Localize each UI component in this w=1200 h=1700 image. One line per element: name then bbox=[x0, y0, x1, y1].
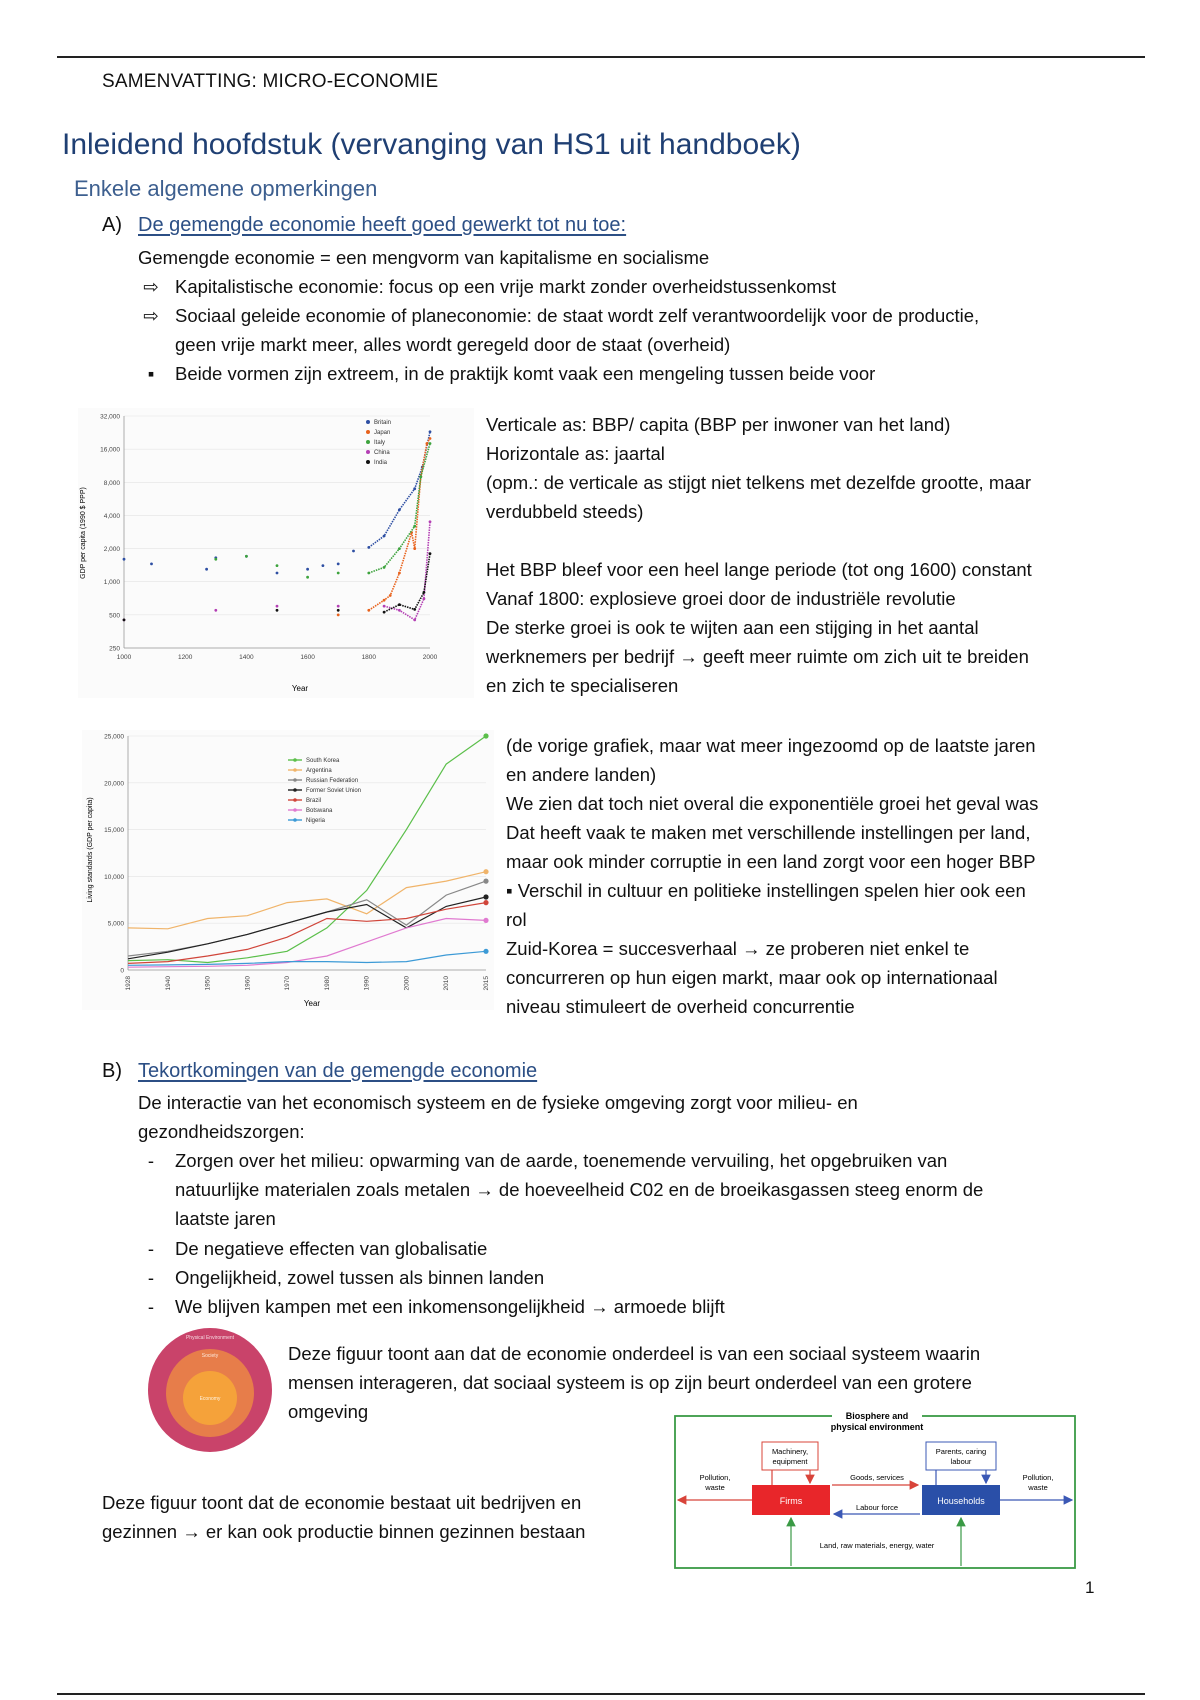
pollution-left-label: Pollution, bbox=[699, 1473, 731, 1482]
data-point bbox=[337, 572, 340, 575]
text-line: werknemers per bedrijf → geeft meer ruimte om zich uit te breiden bbox=[486, 646, 1029, 667]
data-point bbox=[367, 572, 370, 575]
legend-label: Italy bbox=[374, 440, 386, 447]
list-item bbox=[147, 359, 876, 388]
data-point bbox=[245, 555, 248, 558]
economy-label: Economy bbox=[199, 1396, 221, 1402]
dash-bullet-icon: - bbox=[147, 1150, 155, 1171]
intro-line: De interactie van het economisch systeem en de fysieke omgeving zorgt voor milieu- en bbox=[138, 1092, 858, 1113]
living-standards-chart bbox=[82, 730, 494, 1010]
data-point bbox=[413, 487, 416, 490]
text-line: maar ook minder corruptie in een land zorgt voor een hoger BBP bbox=[506, 851, 1036, 872]
x-tick-label: 1960 bbox=[244, 976, 252, 991]
endpoint-marker bbox=[483, 918, 488, 923]
legend-swatch-dot bbox=[293, 818, 297, 822]
data-point bbox=[306, 576, 309, 579]
list-item bbox=[143, 272, 837, 301]
list-item-text: Kapitalistische economie: focus op een vrije markt zonder overheidstussenkomst bbox=[175, 276, 837, 297]
pollution-right-label: waste bbox=[1028, 1483, 1048, 1492]
legend-swatch bbox=[366, 460, 370, 464]
y-tick-label: 16,000 bbox=[100, 446, 120, 454]
list-item-text: We blijven kampen met een inkomensongelijkheid → armoede blijft bbox=[175, 1296, 725, 1317]
y-tick-label: 2,000 bbox=[103, 546, 120, 554]
x-tick-label: 2010 bbox=[443, 976, 451, 991]
x-tick-label: 1800 bbox=[361, 654, 377, 661]
text-line: mensen interageren, dat sociaal systeem is op zijn beurt onderdeel van een grotere bbox=[288, 1372, 972, 1393]
legend-swatch-dot bbox=[293, 778, 297, 782]
data-point bbox=[150, 563, 153, 566]
y-tick-label: 10,000 bbox=[104, 873, 124, 881]
text-line: omgeving bbox=[288, 1401, 369, 1422]
parents-label: labour bbox=[950, 1457, 972, 1466]
legend-swatch bbox=[366, 420, 370, 424]
flow-description bbox=[102, 1488, 585, 1546]
data-point bbox=[123, 558, 126, 561]
legend-label: Nigeria bbox=[306, 818, 326, 825]
legend-label: Brazil bbox=[306, 798, 322, 805]
list-item-text: Beide vormen zijn extreem, in de praktijk komt vaak een mengeling tussen beide voor bbox=[175, 363, 876, 384]
text-line: De sterke groei is ook te wijten aan een stijging in het aantal bbox=[486, 617, 979, 638]
data-point bbox=[429, 437, 432, 440]
x-tick-label: 1400 bbox=[239, 654, 254, 661]
y-axis-label: GDP per capita (1990 $ PPP) bbox=[80, 487, 87, 579]
text-line: ▪ Verschil in cultuur en politieke instellingen spelen hier ook een bbox=[506, 880, 1026, 901]
legend-label: Russian Federation bbox=[306, 778, 359, 785]
dash-bullet-icon: - bbox=[147, 1238, 155, 1259]
data-point bbox=[419, 475, 422, 478]
data-point bbox=[276, 609, 279, 612]
x-tick-label: 1940 bbox=[164, 976, 172, 991]
legend-swatch-dot bbox=[293, 808, 297, 812]
page-number: 1 bbox=[1085, 1578, 1095, 1597]
legend-label: Former Soviet Union bbox=[306, 788, 362, 795]
section-b-title: Tekortkomingen van de gemengde economie bbox=[138, 1060, 538, 1082]
parents-label: Parents, caring bbox=[935, 1447, 987, 1456]
page-title: Inleidend hoofdstuk (vervanging van HS1 uit handboek) bbox=[62, 128, 801, 161]
data-point bbox=[398, 572, 401, 575]
households-label: Households bbox=[937, 1496, 985, 1506]
list-item bbox=[147, 1234, 488, 1263]
text-line: concurreren op hun eigen markt, maar ook op internationaal bbox=[506, 967, 998, 988]
data-point bbox=[398, 609, 401, 612]
text-line: Vanaf 1800: explosieve groei door de industriële revolutie bbox=[486, 588, 956, 609]
y-axis-label: Living standards (GDP per capita) bbox=[87, 797, 94, 903]
text-line: rol bbox=[506, 909, 527, 930]
section-a-intro: Gemengde economie = een mengvorm van kapitalisme en socialisme bbox=[138, 247, 710, 268]
data-point bbox=[337, 614, 340, 617]
top-rule bbox=[57, 56, 1145, 58]
legend-swatch-dot bbox=[293, 788, 297, 792]
text-line: (de vorige grafiek, maar wat meer ingezoomd op de laatste jaren bbox=[506, 735, 1036, 756]
text-line: We zien dat toch niet overal die exponentiële groei het geval was bbox=[506, 793, 1039, 814]
arrow-icon: ⇨ bbox=[143, 305, 159, 326]
legend-swatch bbox=[366, 430, 370, 434]
data-point bbox=[214, 609, 217, 612]
data-point bbox=[429, 430, 432, 433]
data-point bbox=[426, 442, 429, 445]
text-line: Verticale as: BBP/ capita (BBP per inwoner van het land) bbox=[486, 414, 951, 435]
data-point bbox=[383, 611, 386, 614]
legend-label: India bbox=[374, 460, 388, 467]
legend-swatch bbox=[366, 440, 370, 444]
x-tick-label: 1928 bbox=[125, 976, 132, 991]
data-point bbox=[423, 597, 426, 600]
data-point bbox=[123, 619, 126, 622]
x-tick-label: 1600 bbox=[300, 654, 315, 661]
y-tick-label: 0 bbox=[120, 967, 124, 975]
pollution-right-label: Pollution, bbox=[1022, 1473, 1054, 1482]
legend-label: Botswana bbox=[306, 808, 333, 815]
endpoint-marker bbox=[483, 869, 488, 874]
legend-label: China bbox=[374, 450, 390, 457]
data-point bbox=[413, 608, 416, 611]
data-point bbox=[352, 550, 355, 553]
arrow-icon: ⇨ bbox=[143, 276, 159, 297]
endpoint-marker bbox=[483, 949, 488, 954]
legend-swatch-dot bbox=[293, 798, 297, 802]
section-a-label: A) bbox=[102, 214, 122, 236]
data-point bbox=[389, 594, 392, 597]
y-tick-label: 8,000 bbox=[103, 479, 120, 487]
chart-background bbox=[78, 408, 474, 698]
legend-swatch bbox=[366, 450, 370, 454]
x-tick-label: 1990 bbox=[363, 976, 371, 991]
list-item bbox=[147, 1292, 725, 1321]
nested-systems-figure bbox=[146, 1326, 274, 1454]
goods-label: Goods, services bbox=[850, 1473, 904, 1482]
x-tick-label: 2000 bbox=[403, 976, 411, 991]
data-point bbox=[337, 609, 340, 612]
document-header: SAMENVATTING: MICRO-ECONOMIE bbox=[102, 71, 439, 92]
x-tick-label: 1980 bbox=[323, 976, 331, 991]
x-tick-label: 2015 bbox=[483, 976, 490, 991]
text-line: en zich te specialiseren bbox=[486, 675, 679, 696]
bottom-rule bbox=[57, 1693, 1145, 1695]
y-tick-label: 20,000 bbox=[104, 780, 124, 788]
y-tick-label: 15,000 bbox=[104, 827, 124, 835]
chart-background bbox=[82, 730, 494, 1010]
data-point bbox=[367, 609, 370, 612]
legend-label: Argentina bbox=[306, 768, 332, 775]
data-point bbox=[276, 605, 279, 608]
data-point bbox=[413, 525, 416, 528]
list-item-text: Ongelijkheid, zowel tussen als binnen landen bbox=[175, 1267, 545, 1288]
text-line: (opm.: de verticale as stijgt niet telkens met dezelfde grootte, maar bbox=[486, 472, 1031, 493]
data-point bbox=[429, 552, 432, 555]
text-line: verdubbeld steeds) bbox=[486, 501, 644, 522]
pollution-left-label: waste bbox=[705, 1483, 725, 1492]
endpoint-marker bbox=[483, 900, 488, 905]
list-item-text: Sociaal geleide economie of planeconomie: de staat wordt zelf verantwoordelijk voor de productie, bbox=[175, 305, 980, 326]
machinery-label: Machinery, bbox=[771, 1447, 809, 1456]
page-subtitle: Enkele algemene opmerkingen bbox=[74, 176, 378, 201]
section-b-heading bbox=[102, 1060, 537, 1083]
text-line bbox=[486, 526, 1032, 555]
legend-label: Britain bbox=[374, 420, 392, 427]
list-item bbox=[147, 1146, 984, 1233]
data-point bbox=[383, 599, 386, 602]
list-item-text: geen vrije markt meer, alles wordt geregeld door de staat (overheid) bbox=[175, 334, 731, 355]
data-point bbox=[214, 558, 217, 561]
text-line: en andere landen) bbox=[506, 764, 657, 785]
data-point bbox=[429, 442, 432, 445]
y-tick-label: 25,000 bbox=[104, 733, 124, 741]
endpoint-marker bbox=[483, 733, 488, 738]
endpoint-marker bbox=[483, 894, 488, 899]
list-item-text: natuurlijke materialen zoals metalen → de hoeveelheid C02 en de broeikasgassen steeg enorm de bbox=[175, 1179, 984, 1200]
data-point bbox=[398, 508, 401, 511]
firms-label: Firms bbox=[779, 1496, 803, 1506]
data-point bbox=[322, 564, 325, 567]
chart2-description bbox=[506, 731, 1038, 1021]
list-item bbox=[147, 1263, 545, 1292]
x-tick-label: 1000 bbox=[116, 654, 132, 661]
data-point bbox=[367, 546, 370, 549]
x-tick-label: 2000 bbox=[422, 654, 438, 661]
legend-swatch-dot bbox=[293, 768, 297, 772]
chart1-description bbox=[486, 410, 1032, 700]
data-point bbox=[306, 568, 309, 571]
y-tick-label: 32,000 bbox=[100, 413, 120, 421]
labour-label: Labour force bbox=[855, 1503, 899, 1512]
data-point bbox=[413, 547, 416, 550]
data-point bbox=[423, 591, 426, 594]
list-item bbox=[143, 301, 980, 359]
text-line: Horizontale as: jaartal bbox=[486, 443, 665, 464]
text-line: Het BBP bleef voor een heel lange periode (tot ong 1600) constant bbox=[486, 559, 1032, 580]
x-tick-label: 1200 bbox=[177, 654, 193, 661]
data-point bbox=[429, 520, 432, 523]
gdp-log-chart bbox=[78, 408, 474, 698]
list-item-text: De negatieve effecten van globalisatie bbox=[175, 1238, 488, 1259]
list-item-text: Zorgen over het milieu: opwarming van de aarde, toenemende vervuiling, het opgebruiken van bbox=[175, 1150, 948, 1171]
data-point bbox=[398, 547, 401, 550]
section-b-intro bbox=[138, 1088, 858, 1146]
x-axis-label: Year bbox=[291, 684, 309, 693]
data-point bbox=[383, 535, 386, 538]
society-label: Society bbox=[201, 1353, 219, 1359]
section-b-label: B) bbox=[102, 1060, 122, 1082]
section-a-heading bbox=[102, 214, 626, 237]
text-line: Dat heeft vaak te maken met verschillende instellingen per land, bbox=[506, 822, 1031, 843]
data-point bbox=[276, 572, 279, 575]
data-point bbox=[398, 603, 401, 606]
data-point bbox=[383, 605, 386, 608]
y-tick-label: 500 bbox=[109, 612, 120, 620]
text-line: Zuid-Korea = succesverhaal → ze proberen niet enkel te bbox=[506, 938, 970, 959]
x-tick-label: 1970 bbox=[284, 976, 292, 991]
resources-label: Land, raw materials, energy, water bbox=[819, 1541, 935, 1550]
section-a-title: De gemengde economie heeft goed gewerkt tot nu toe: bbox=[138, 214, 627, 236]
diagram-title: Biosphere and bbox=[845, 1411, 909, 1421]
dash-bullet-icon: - bbox=[147, 1267, 155, 1288]
environment-label: Physical Environment bbox=[185, 1335, 235, 1341]
x-axis-label: Year bbox=[303, 999, 321, 1008]
machinery-label: equipment bbox=[772, 1457, 808, 1466]
intro-line: gezondheidszorgen: bbox=[138, 1121, 305, 1142]
data-point bbox=[413, 619, 416, 622]
y-tick-label: 4,000 bbox=[103, 512, 120, 520]
data-point bbox=[383, 566, 386, 569]
text-line: Deze figuur toont aan dat de economie onderdeel is van een sociaal systeem waarin bbox=[288, 1343, 981, 1364]
diagram-title: physical environment bbox=[830, 1422, 924, 1432]
y-tick-label: 5,000 bbox=[107, 920, 124, 928]
data-point bbox=[205, 568, 208, 571]
text-line: niveau stimuleert de overheid concurrentie bbox=[506, 996, 855, 1017]
x-tick-label: 1950 bbox=[204, 976, 212, 991]
legend-label: South Korea bbox=[306, 758, 340, 765]
text-line: gezinnen → er kan ook productie binnen gezinnen bestaan bbox=[102, 1521, 586, 1542]
list-item-text: laatste jaren bbox=[175, 1208, 276, 1229]
legend-label: Japan bbox=[374, 430, 391, 437]
text-line: Deze figuur toont dat de economie bestaat uit bedrijven en bbox=[102, 1492, 582, 1513]
data-point bbox=[337, 563, 340, 566]
circular-flow-diagram bbox=[672, 1406, 1080, 1572]
data-point bbox=[337, 605, 340, 608]
data-point bbox=[276, 564, 279, 567]
square-bullet-icon: ▪ bbox=[147, 363, 155, 384]
endpoint-marker bbox=[483, 879, 488, 884]
dash-bullet-icon: - bbox=[147, 1296, 155, 1317]
legend-swatch-dot bbox=[293, 758, 297, 762]
y-tick-label: 250 bbox=[109, 645, 120, 653]
y-tick-label: 1,000 bbox=[103, 579, 120, 587]
